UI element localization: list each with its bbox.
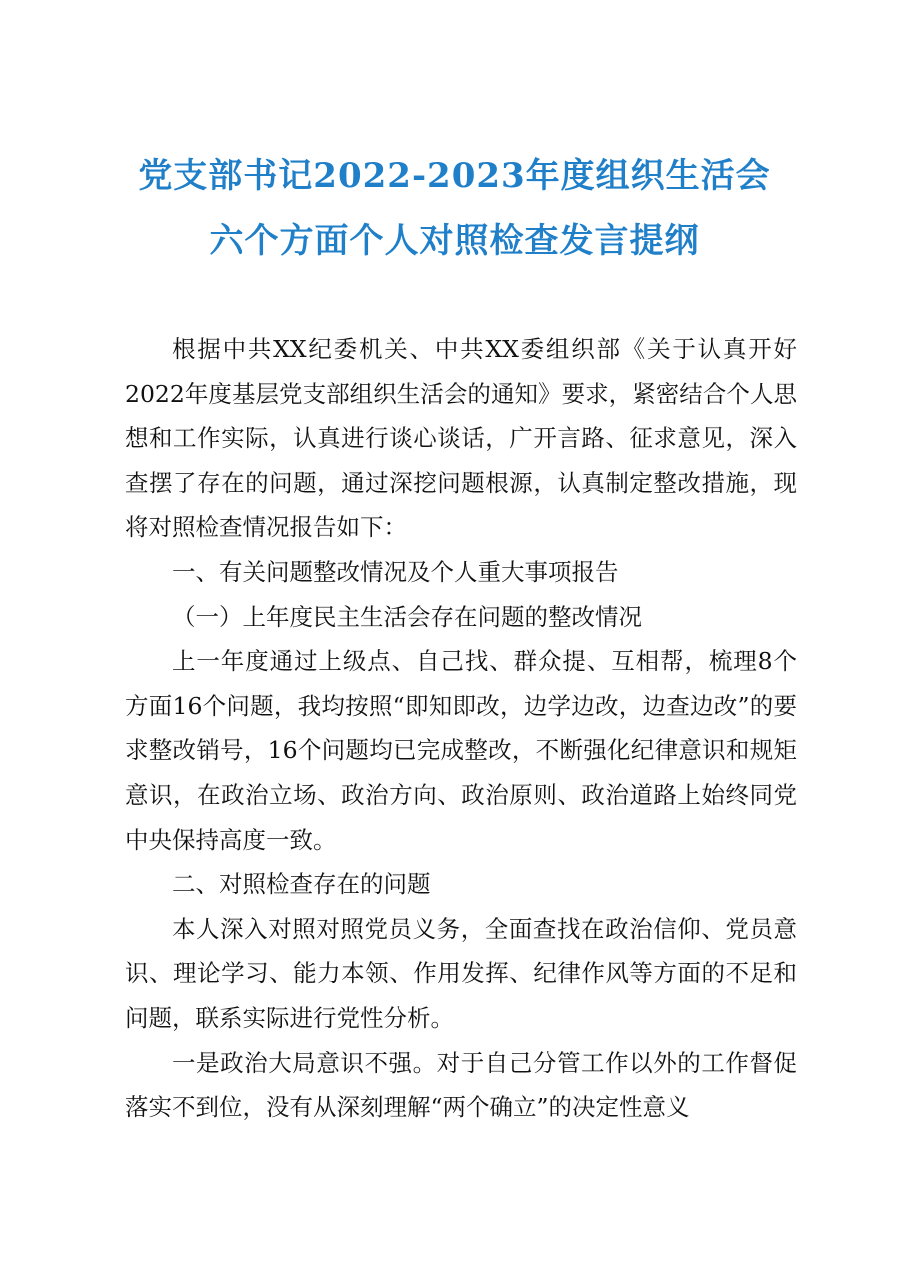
subsection-heading-1: （一）上年度民主生活会存在问题的整改情况	[172, 602, 642, 631]
document-body	[125, 327, 797, 1130]
paragraph-issue-1: 一是政治大局意识不强。对于自己分管工作以外的工作督促落实不到位，没有从深刻理解“两个确立”的决定性意义	[125, 1048, 797, 1122]
paragraph-rectification: 上一年度通过上级点、自己找、群众提、互相帮，梳理8个方面16个问题，我均按照“即知即改，边学边改，边查边改”的要求整改销号，16个问题均已完成整改，不断强化纪律意识和规矩意识，在政治立场、政治方向、政治原则、政治道路上始终同党中央保持高度一致。	[125, 647, 797, 854]
section-heading-1: 一、有关问题整改情况及个人重大事项报告	[172, 557, 619, 586]
document-title-line-1: 党支部书记2022-2023年度组织生活会	[138, 156, 771, 196]
paragraph-self-check: 本人深入对照对照党员义务，全面查找在政治信仰、党员意识、理论学习、能力本领、作用发挥、纪律作风等方面的不足和问题，联系实际进行党性分析。	[125, 914, 797, 1032]
document-title-line-2: 六个方面个人对照检查发言提纲	[209, 221, 700, 261]
paragraph-intro: 根据中共XX纪委机关、中共XX委组织部《关于认真开好2022年度基层党支部组织生活会的通知》要求，紧密结合个人思想和工作实际，认真进行谈心谈话，广开言路、征求意见，深入查摆了存在的问题，通过深挖问题根源，认真制定整改措施，现将对照检查情况报告如下：	[125, 335, 797, 542]
section-heading-2: 二、对照检查存在的问题	[172, 870, 431, 899]
